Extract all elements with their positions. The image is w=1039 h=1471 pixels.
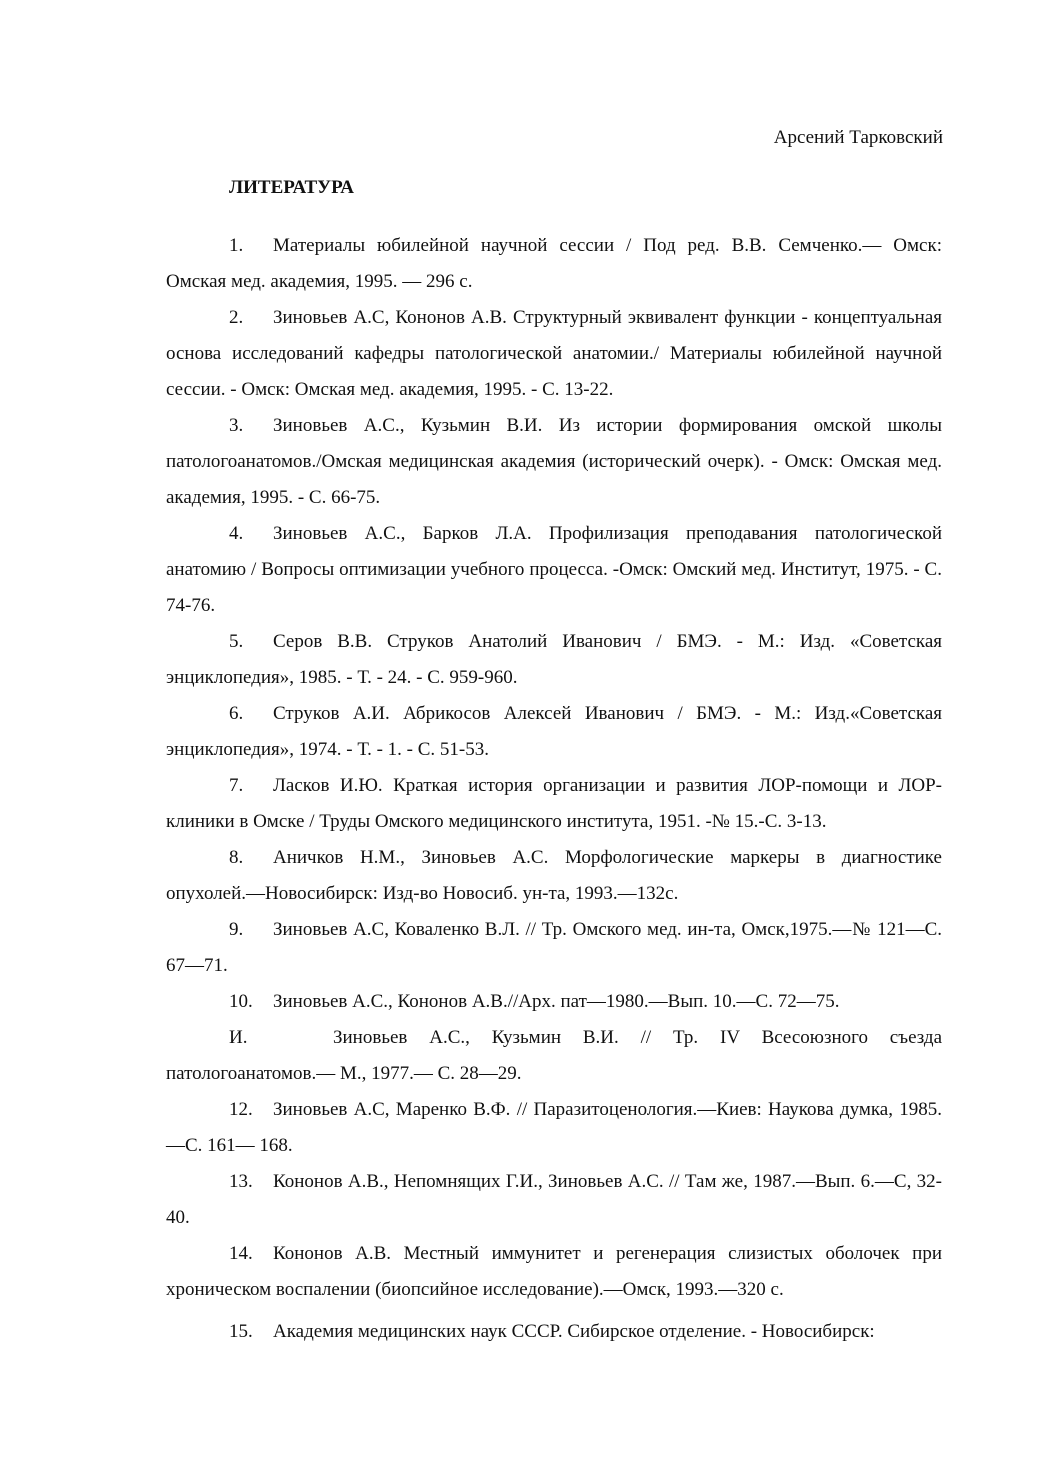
reference-text: Струков А.И. Абрикосов Алексей Иванович / БМЭ. - М.: Изд.«Советская энциклопедия», 1974. - Т. - 1. - С. 51-53.: [166, 703, 942, 760]
reference-text: Зиновьев А.С, Коваленко В.Л. // Тр. Омского мед. ин-та, Омск,1975.—№ 121—С. 67—71.: [166, 919, 942, 976]
reference-number: 1.: [229, 235, 244, 256]
reference-number: 7.: [229, 775, 244, 796]
reference-item: [166, 768, 942, 840]
reference-item: [166, 1092, 942, 1164]
reference-number: 15.: [229, 1321, 253, 1342]
reference-item: [166, 1314, 942, 1350]
reference-number: 10.: [229, 991, 253, 1012]
reference-text: Зиновьев А.С, Кононов А.В. Структурный эквивалент функции - концептуальная основа исследований кафедры патологической анатомии./ Материалы юбилейной научной сессии. - Омск: Омская мед. академия, 1995. - С. 13-22.: [166, 307, 942, 400]
reference-text: Кононов А.В. Местный иммунитет и регенерация слизистых оболочек при хроническом воспалении (биопсийное исследование).—Омск, 1993.—320 с.: [166, 1243, 942, 1300]
reference-text: Зиновьев А.С., Кузьмин В.И. Из истории формирования омской школы патологоанатомов./Омская медицинская академия (исторический очерк). - Омск: Омская мед. академия, 1995. - С. 66-75.: [166, 415, 942, 508]
reference-item: [166, 984, 942, 1020]
author-epigraph: Арсений Тарковский: [773, 127, 943, 148]
reference-number: 6.: [229, 703, 244, 724]
reference-number: 12.: [229, 1099, 253, 1120]
reference-item: [166, 1236, 942, 1308]
reference-number: 4.: [229, 523, 244, 544]
reference-item: [166, 840, 942, 912]
reference-number: 14.: [229, 1243, 253, 1264]
reference-item: [166, 1164, 942, 1236]
reference-item: [166, 516, 942, 624]
reference-number: И.: [229, 1027, 248, 1048]
reference-item: [166, 1020, 942, 1092]
reference-text: Кононов А.В., Непомнящих Г.И., Зиновьев А.С. // Там же, 1987.—Вып. 6.—С, 32-40.: [166, 1171, 942, 1228]
reference-text: Ласков И.Ю. Краткая история организации и развития ЛОР-помощи и ЛОР-клиники в Омске / Труды Омского медицинского института, 1951. -№ 15.-С. 3-13.: [166, 775, 942, 832]
reference-item: [166, 408, 942, 516]
reference-text: Академия медицинских наук СССР. Сибирское отделение. - Новосибирск:: [273, 1321, 875, 1342]
reference-text: Зиновьев А.С., Кононов А.В.//Арх. пат—1980.—Вып. 10.—С. 72—75.: [273, 991, 840, 1012]
reference-text: Серов В.В. Струков Анатолий Иванович / БМЭ. - М.: Изд. «Советская энциклопедия», 1985. - Т. - 24. - С. 959-960.: [166, 631, 942, 688]
reference-number: 5.: [229, 631, 244, 652]
reference-number: 2.: [229, 307, 244, 328]
reference-number: 9.: [229, 919, 244, 940]
reference-list: [166, 228, 942, 1350]
reference-text: Зиновьев А.С., Барков Л.А. Профилизация преподавания патологической анатомию / Вопросы оптимизации учебного процесса. -Омск: Омский мед. Институт, 1975. - С. 74-76.: [166, 523, 942, 616]
reference-item: [166, 912, 942, 984]
reference-item: [166, 300, 942, 408]
reference-text: Материалы юбилейной научной сессии / Под ред. В.В. Семченко.— Омск: Омская мед. академия, 1995. — 296 с.: [166, 235, 942, 292]
reference-number: 3.: [229, 415, 244, 436]
reference-item: [166, 696, 942, 768]
reference-number: 8.: [229, 847, 244, 868]
reference-text: Аничков Н.М., Зиновьев А.С. Морфологические маркеры в диагностике опухолей.—Новосибирск: Изд-во Новосиб. ун-та, 1993.—132с.: [166, 847, 942, 904]
reference-number: 13.: [229, 1171, 253, 1192]
reference-item: [166, 624, 942, 696]
reference-item: [166, 228, 942, 300]
reference-text: Зиновьев А.С., Кузьмин В.И. // Тр. IV Всесоюзного съезда патологоанатомов.— М., 1977.— С. 28—29.: [166, 1027, 942, 1084]
section-heading: ЛИТЕРАТУРА: [229, 177, 355, 198]
reference-text: Зиновьев А.С, Маренко В.Ф. // Паразитоценология.—Киев: Наукова думка, 1985.—С. 161— 168.: [166, 1099, 942, 1156]
